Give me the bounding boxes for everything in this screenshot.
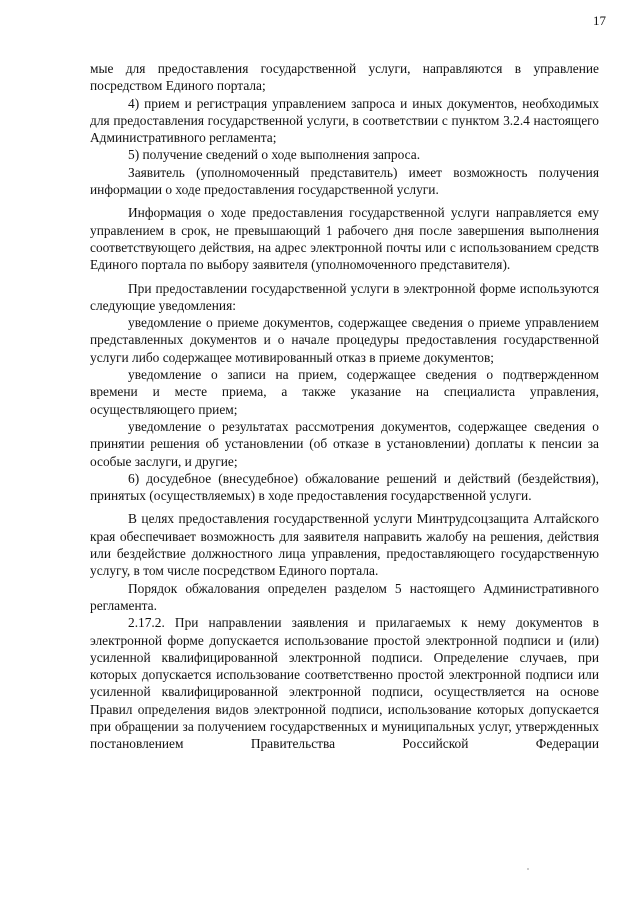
body-text xyxy=(90,60,599,753)
paragraph: уведомление о записи на прием, содержащее сведения о подтвержденном времени и месте приема, а также указание на специалиста управления, осуществляющего прием; xyxy=(90,367,599,417)
paragraph: Информация о ходе предоставления государственной услуги направляется ему управлением в срок, не превышающий 1 рабочего дня после завершения выполнения соответствующего действия, на адрес электронной почты или с использованием средств Единого портала по выбору заявителя (уполномоченного представителя). xyxy=(90,205,599,273)
paragraph: 2.17.2. При направлении заявления и прилагаемых к нему документов в электронной форме допускается использование простой электронной подписи и (или) усиленной квалифицированной электронной подписи. Определение случаев, при которых допускается использование соответственно простой электронной подписи или усиленной квалифицированной электронной подписи, осуществляется на основе Правил определения видов электронной подписи, использование которых допускается при обращении за получением государственных и муниципальных услуг, утвержденных постановлением Правительства Российской Федерации xyxy=(90,615,599,752)
paragraph: 6) досудебное (внесудебное) обжалование решений и действий (бездействия), принятых (осуществляемых) в ходе предоставления государственной услуги. xyxy=(90,470,599,504)
page-number: 17 xyxy=(593,13,606,28)
paragraph: При предоставлении государственной услуги в электронной форме используются следующие уведомления: xyxy=(90,280,599,313)
paragraph: 4) прием и регистрация управлением запроса и иных документов, необходимых для предоставления государственной услуги, в соответствии с пунктом 3.2.4 настоящего Административного регламента; xyxy=(90,95,599,146)
paragraph: Порядок обжалования определен разделом 5 настоящего Административного регламента. xyxy=(90,580,599,613)
paragraph: Заявитель (уполномоченный представитель) имеет возможность получения информации о ходе предоставления государственной услуги. xyxy=(90,164,599,198)
paragraph: мые для предоставления государственной услуги, направляются в управление посредством Единого портала; xyxy=(90,61,599,94)
paragraph: уведомление о приеме документов, содержащее сведения о приеме управлением представленных документов и о начале процедуры предоставления государственной услуги либо содержащее мотивированный отказ в приеме документов; xyxy=(90,315,599,365)
paragraph: 5) получение сведений о ходе выполнения запроса. xyxy=(128,147,421,163)
paragraph: В целях предоставления государственной услуги Минтрудсоцзащита Алтайского края обеспечивает возможность для заявителя направить жалобу на решения, действия или бездействие должностного лица управления, предоставляющего государственную услугу, в том числе посредством Единого портала. xyxy=(90,511,599,579)
paragraph: уведомление о результатах рассмотрения документов, содержащее сведения о принятии решения об установлении (об отказе в установлении) доплаты к пенсии за особые заслуги, и другие; xyxy=(90,418,599,469)
scan-speck xyxy=(527,868,529,870)
